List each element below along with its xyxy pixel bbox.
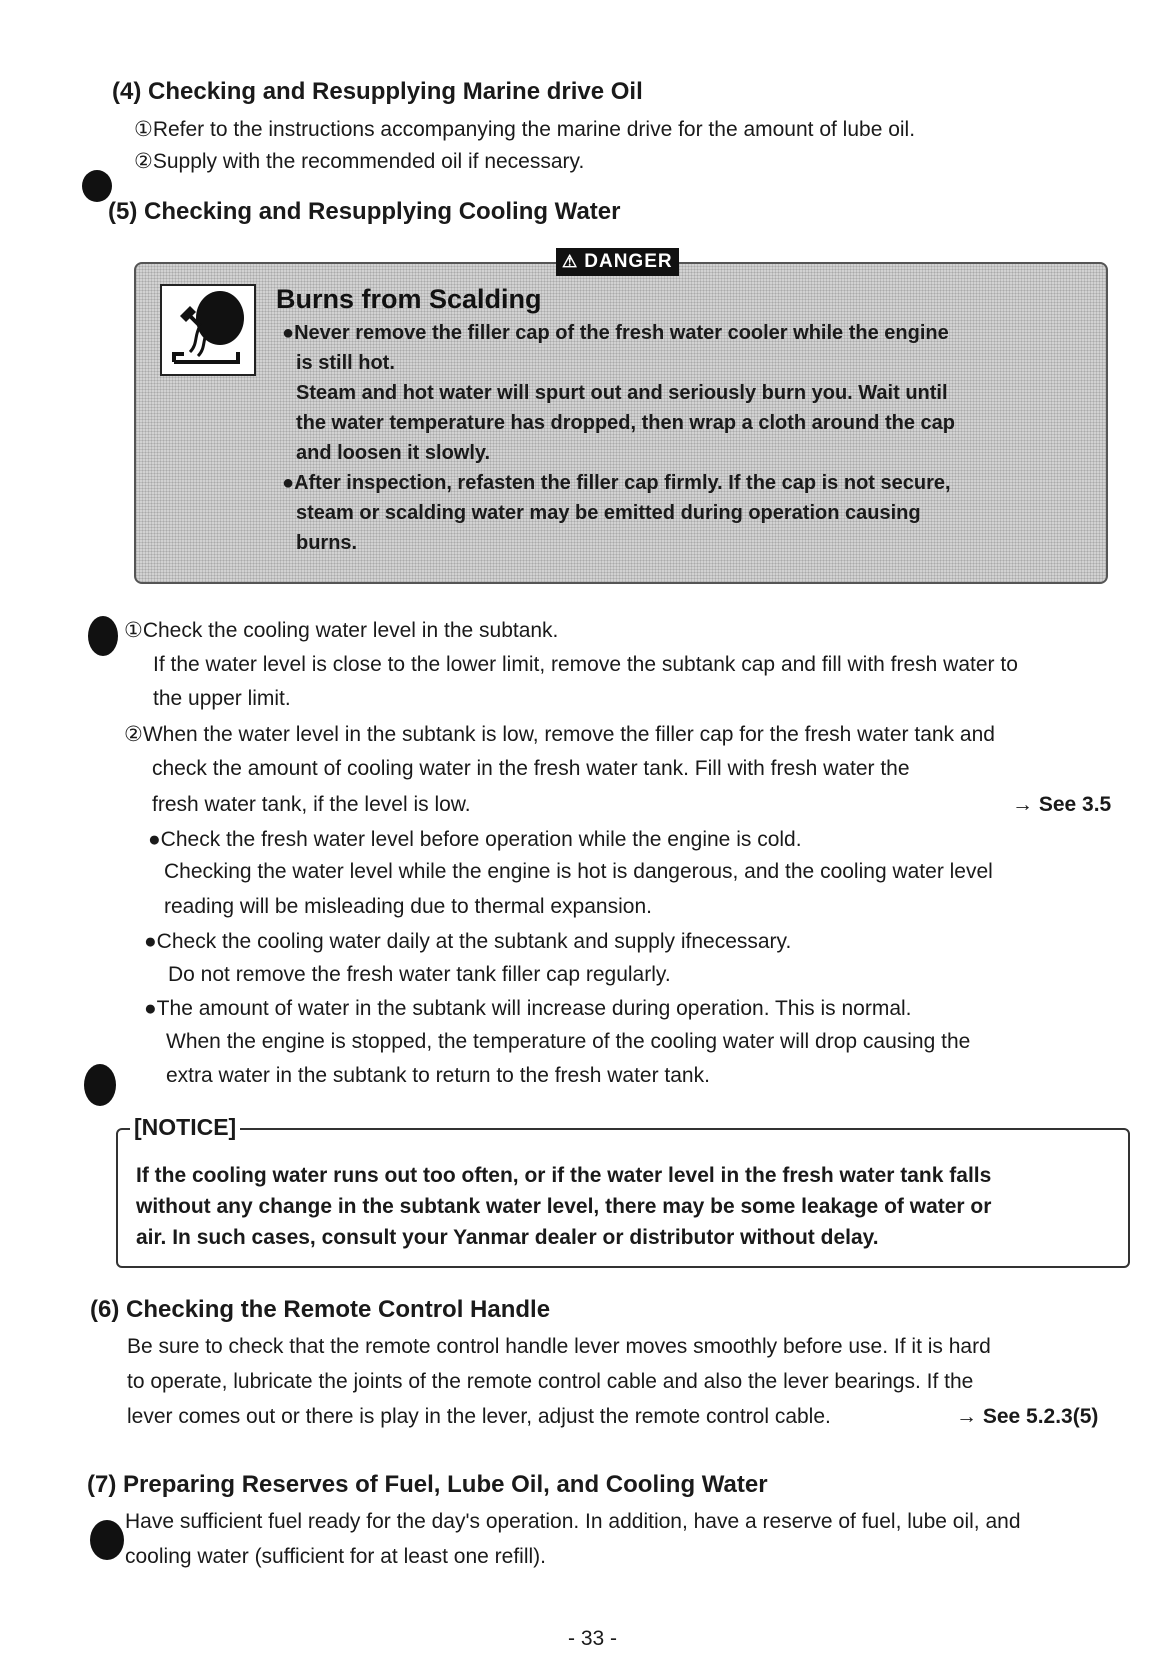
notice-line-1: If the cooling water runs out too often, or if the water level in the fresh water tank falls <box>136 1164 992 1187</box>
see-reference-5-2-3-5: → See 5.2.3(5) <box>956 1405 1099 1428</box>
step-2-line-2: check the amount of cooling water in the fresh water tank. Fill with fresh water the <box>152 757 910 780</box>
step-1-line-3: the upper limit. <box>153 687 291 710</box>
danger-bullet-2-line-3: burns. <box>296 532 358 554</box>
notice-label: [NOTICE] <box>130 1114 240 1141</box>
margin-marker-dot <box>90 1520 124 1560</box>
section-6-line-3: lever comes out or there is play in the lever, adjust the remote control cable. <box>127 1405 831 1428</box>
section-7-title: (7) Preparing Reserves of Fuel, Lube Oil, and Cooling Water <box>87 1471 768 1498</box>
danger-bullet-1-line-5: and loosen it slowly. <box>296 442 491 464</box>
section-7-line-2: cooling water (sufficient for at least one refill). <box>125 1545 546 1568</box>
section-4-item-1: ①Refer to the instructions accompanying the marine drive for the amount of lube oil. <box>134 118 916 141</box>
danger-bullet-1-line-4: the water temperature has dropped, then wrap a cloth around the cap <box>296 412 956 434</box>
step-2-line-1: ②When the water level in the subtank is low, remove the filler cap for the fresh water tank and <box>124 723 995 746</box>
step-2-line-3: fresh water tank, if the level is low. <box>152 793 471 816</box>
section-4-title: (4) Checking and Resupplying Marine drive Oil <box>112 78 643 105</box>
danger-bullet-2-line-1: ●After inspection, refasten the filler cap firmly. If the cap is not secure, <box>282 472 951 494</box>
danger-bullet-1-line-2: is still hot. <box>296 352 395 374</box>
danger-bullet-2-line-2: steam or scalding water may be emitted during operation causing <box>296 502 921 524</box>
note-1-line-1: ●Check the fresh water level before operation while the engine is cold. <box>148 828 802 851</box>
note-2-line-2: Do not remove the fresh water tank filler cap regularly. <box>168 963 671 986</box>
section-5-title: (5) Checking and Resupplying Cooling Water <box>108 198 621 225</box>
note-3-line-3: extra water in the subtank to return to the fresh water tank. <box>166 1064 710 1087</box>
margin-marker-dot <box>84 1064 116 1106</box>
section-7-line-1: Have sufficient fuel ready for the day's operation. In addition, have a reserve of fuel, lube oil, and <box>125 1510 1021 1533</box>
note-3-line-1: ●The amount of water in the subtank will increase during operation. This is normal. <box>144 997 912 1020</box>
danger-badge <box>556 248 679 276</box>
notice-line-2: without any change in the subtank water level, there may be some leakage of water or <box>136 1195 992 1218</box>
danger-badge-label: DANGER <box>584 251 673 272</box>
warning-triangle-icon: ⚠ <box>562 252 579 271</box>
danger-bullet-1-line-3: Steam and hot water will spurt out and seriously burn you. Wait until <box>296 382 948 404</box>
section-4-item-2: ②Supply with the recommended oil if necessary. <box>134 150 585 173</box>
scalding-hazard-icon <box>160 284 256 376</box>
page-number: - 33 - <box>568 1627 618 1650</box>
section-6-line-2: to operate, lubricate the joints of the remote control cable and also the lever bearings. If the <box>127 1370 974 1393</box>
step-1-line-1: ①Check the cooling water level in the subtank. <box>124 619 559 642</box>
note-2-line-1: ●Check the cooling water daily at the subtank and supply ifnecessary. <box>144 930 792 953</box>
notice-text <box>136 1160 1116 1253</box>
note-1-line-3: reading will be misleading due to thermal expansion. <box>164 895 652 918</box>
note-3-line-2: When the engine is stopped, the temperature of the cooling water will drop causing the <box>166 1030 971 1053</box>
notice-line-3: air. In such cases, consult your Yanmar dealer or distributor without delay. <box>136 1226 879 1249</box>
danger-bullet-1-line-1: ●Never remove the filler cap of the fresh water cooler while the engine <box>282 322 949 344</box>
margin-marker-dot <box>88 616 118 656</box>
step-1-line-2: If the water level is close to the lower limit, remove the subtank cap and fill with fresh water to <box>153 653 1018 676</box>
section-6-title: (6) Checking the Remote Control Handle <box>90 1296 551 1323</box>
section-6-line-1: Be sure to check that the remote control handle lever moves smoothly before use. If it is hard <box>127 1335 991 1358</box>
note-1-line-2: Checking the water level while the engine is hot is dangerous, and the cooling water level <box>164 860 993 883</box>
danger-title: Burns from Scalding <box>276 284 542 314</box>
see-reference-3-5: → See 3.5 <box>1012 793 1112 816</box>
